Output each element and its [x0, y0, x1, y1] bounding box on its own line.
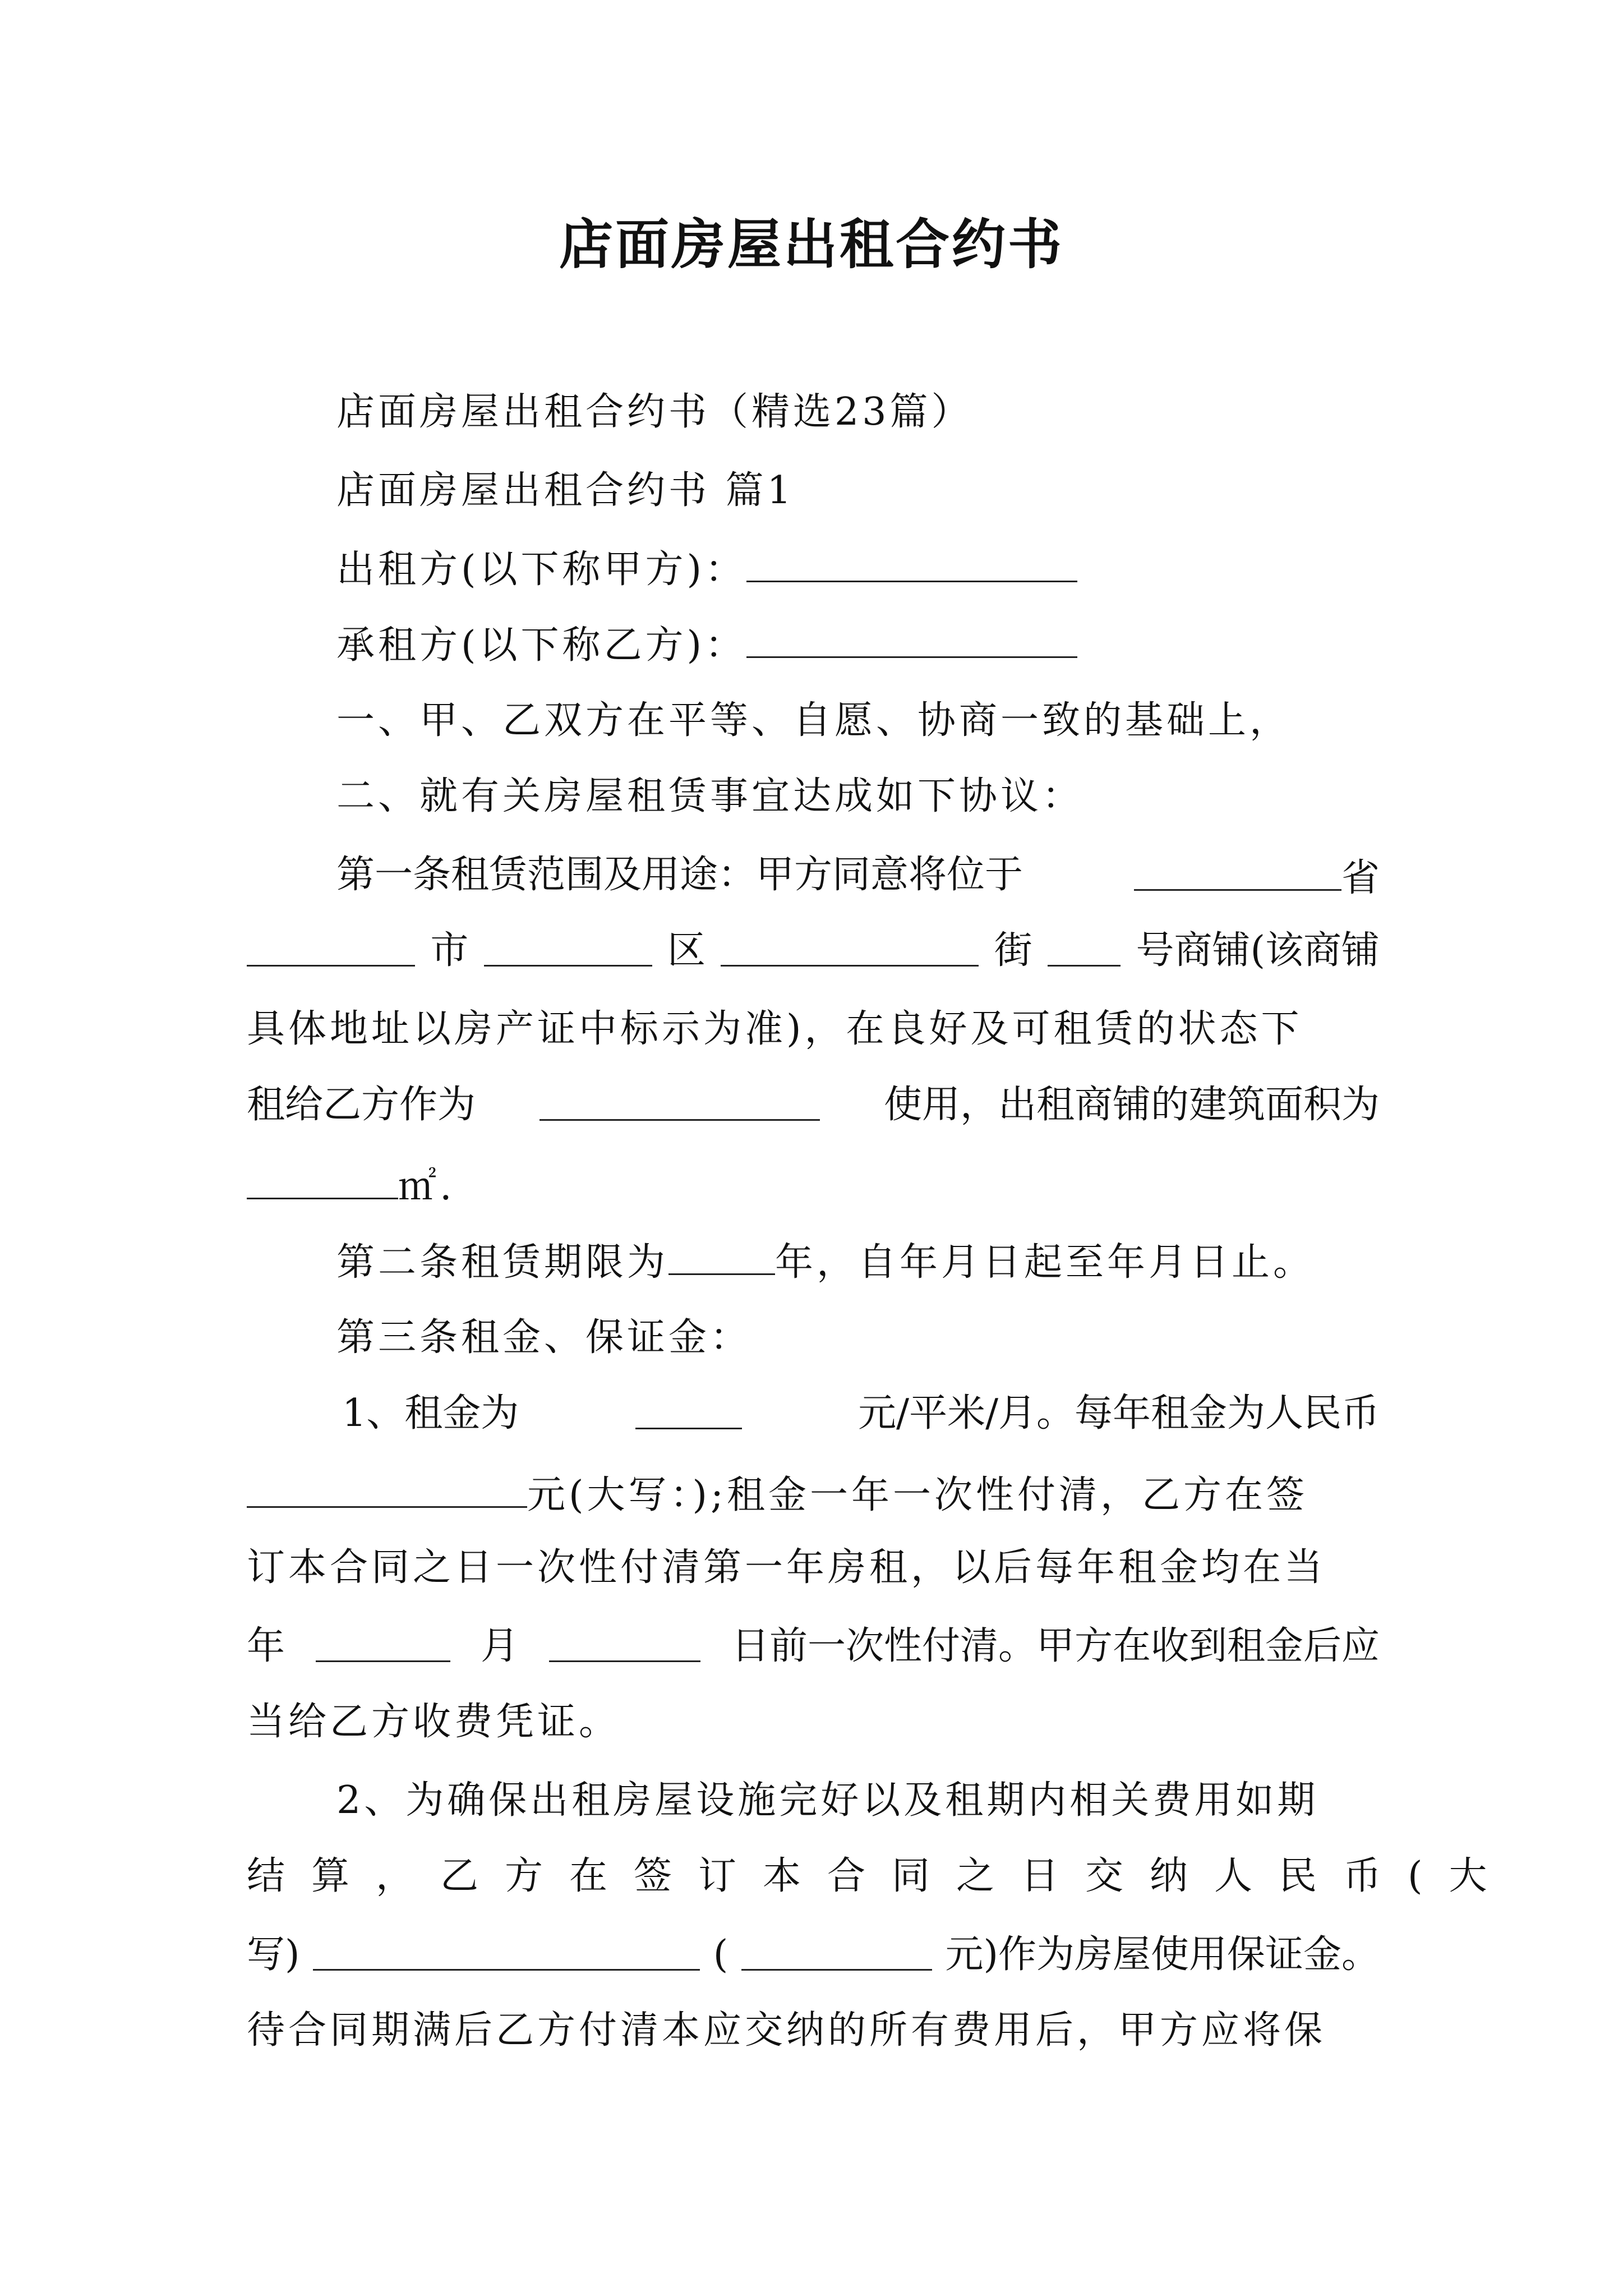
rent-line-2-text: 元(大写：);租金一年一次性付清，乙方在签	[527, 1473, 1308, 1517]
deposit-suffix: 元)作为房屋使用保证金。	[945, 1932, 1380, 1977]
month-label: 月	[480, 1624, 519, 1668]
chapter-heading: 店面房屋出租合约书 篇1	[336, 468, 795, 513]
lessor-label: 出租方(以下称甲方)：	[336, 547, 747, 592]
deposit-line-1: 2、为确保出租房屋设施完好以及租期内相关费用如期	[336, 1778, 1319, 1823]
article-1-line-3: 具体地址以房产证中标示为准)，在良好及可租赁的状态下	[247, 1007, 1303, 1051]
subtitle: 店面房屋出租合约书（精选23篇）	[336, 390, 973, 434]
month-blank	[316, 1621, 450, 1662]
article-1-line-4	[247, 1080, 1380, 1130]
usage-blank	[540, 1080, 820, 1121]
article-2-prefix: 第二条租赁期限为	[336, 1240, 669, 1285]
street-label: 街	[994, 928, 1032, 973]
article-3-heading: 第三条租金、保证金：	[336, 1315, 752, 1360]
area-unit: ㎡.	[398, 1165, 455, 1209]
deposit-prefix: 写)	[247, 1932, 300, 1977]
usage-prefix: 租给乙方作为	[247, 1083, 476, 1127]
city-blank	[247, 926, 415, 967]
district-blank	[484, 926, 652, 967]
article-1-province	[1134, 850, 1380, 904]
street-blank	[721, 926, 979, 967]
rent-blank	[635, 1388, 742, 1429]
paragraph-2: 二、就有关房屋租赁事宜达成如下协议：	[336, 774, 1084, 818]
rent-line-4	[247, 1621, 1380, 1672]
rent-line-5: 当给乙方收费凭证。	[247, 1700, 621, 1744]
province-label: 省	[1341, 856, 1380, 900]
district-label: 区	[667, 928, 706, 973]
number-blank	[1048, 926, 1121, 967]
area-blank	[247, 1158, 398, 1199]
article-2-suffix: 年，自年月日起至年月日止。	[775, 1240, 1315, 1285]
deposit-line-3	[247, 1930, 1380, 1980]
lessor-line	[336, 541, 1380, 595]
rent-line-4-text: 日前一次性付清。甲方在收到租金后应	[731, 1624, 1380, 1668]
rent-suffix: 元/平米/月。每年租金为人民币	[858, 1391, 1380, 1435]
article-1-line-5	[247, 1158, 1380, 1212]
deposit-line-4: 待合同期满后乙方付清本应交纳的所有费用后，甲方应将保	[247, 2008, 1326, 2053]
lessor-blank	[746, 541, 1077, 582]
province-blank	[1134, 850, 1341, 891]
paragraph-1: 一、甲、乙双方在平等、自愿、协商一致的基础上，	[336, 698, 1292, 743]
number-label: 号商铺(该商铺	[1136, 928, 1380, 973]
lessee-blank	[746, 617, 1077, 658]
rent-prefix: 1、租金为	[342, 1391, 519, 1435]
rent-line-3: 订本合同之日一次性付清第一年房租，以后每年租金均在当	[247, 1545, 1326, 1590]
deposit-amount-blank	[741, 1930, 932, 1971]
document-title: 店面房屋出租合约书	[559, 213, 1064, 276]
rent-line-2	[247, 1467, 1380, 1521]
lessee-label: 承租方(以下称乙方)：	[336, 623, 747, 668]
term-blank	[668, 1234, 775, 1275]
usage-suffix: 使用，出租商铺的建筑面积为	[883, 1083, 1380, 1127]
deposit-line-2: 结算，乙方在签订本合同之日交纳人民币(大	[247, 1854, 1514, 1898]
lessee-line	[336, 617, 1380, 671]
annual-rent-blank	[247, 1467, 527, 1508]
article-1-line-1	[336, 850, 1380, 904]
article-1-text-a: 第一条租赁范围及用途：甲方同意将位于	[336, 853, 1023, 897]
rent-line-1	[342, 1388, 1380, 1439]
deposit-paren: (	[713, 1932, 728, 1977]
year-label: 年	[247, 1624, 285, 1668]
article-1-line-2	[247, 926, 1380, 976]
day-blank	[549, 1621, 700, 1662]
deposit-words-blank	[313, 1930, 700, 1971]
article-2	[336, 1234, 1380, 1288]
city-label: 市	[430, 928, 469, 973]
